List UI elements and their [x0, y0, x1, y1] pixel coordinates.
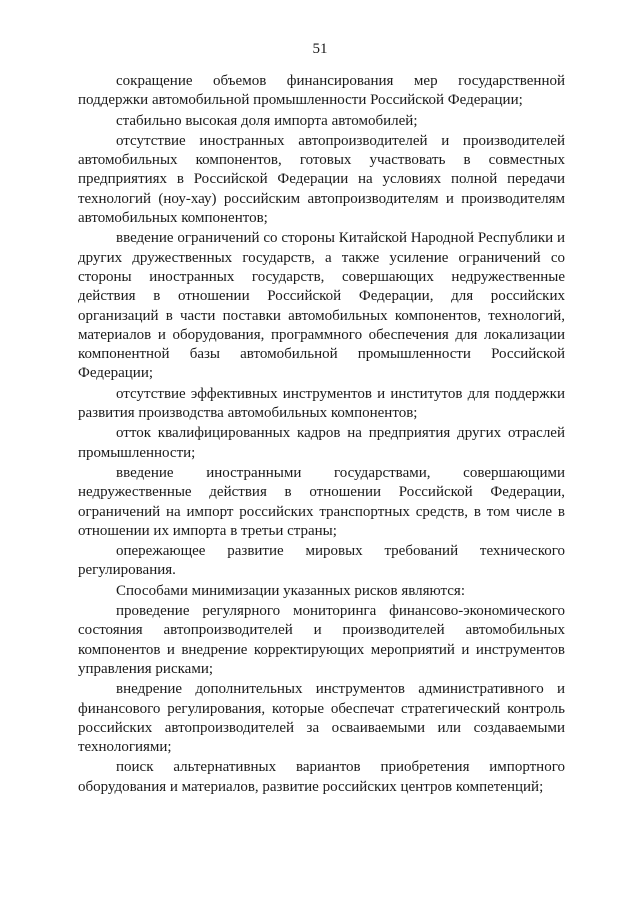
paragraph: сокращение объемов финансирования мер государственной поддержки автомобильной промышленности Российской Федерации;	[78, 73, 565, 109]
page-number: 51	[312, 41, 328, 57]
document-body	[78, 72, 565, 798]
paragraph: проведение регулярного мониторинга финансово-экономического состояния автопроизводителей и производителей автомобильных компонентов и внедрение корректирующих мероприятий и инструментов управления рисками;	[78, 603, 565, 677]
paragraph: отсутствие эффективных инструментов и институтов для поддержки развития производства автомобильных компонентов;	[78, 385, 565, 422]
paragraph: внедрение дополнительных инструментов административного и финансового регулирования, которые обеспечат стратегический контроль российских автопроизводителей за осваиваемыми или создаваемыми технологиями;	[78, 681, 565, 756]
paragraph: поиск альтернативных вариантов приобретения импортного оборудования и материалов, развитие российских центров компетенций;	[78, 759, 565, 795]
paragraph: введение ограничений со стороны Китайской Народной Республики и других дружественных государств, а также усиление ограничений со стороны иностранных государств, совершающих недружественные действия в отношении Российской Федерации, для российских организаций в части поставки автомобильных компонентов, технологий, материалов и оборудования, программного обеспечения для локализации компонентной базы автомобильной промышленности Российской Федерации;	[78, 230, 565, 382]
paragraph: отсутствие иностранных автопроизводителей и производителей автомобильных компонентов, готовых участвовать в совместных предприятиях в Российской Федерации на условиях полной передачи технологий (ноу-хау) российским автопроизводителям и производителям автомобильных компонентов;	[78, 132, 565, 227]
paragraph: опережающее развитие мировых требований технического регулирования.	[78, 543, 565, 579]
paragraph: отток квалифицированных кадров на предприятия других отраслей промышленности;	[78, 425, 565, 461]
paragraph: стабильно высокая доля импорта автомобилей;	[116, 112, 418, 129]
paragraph: Способами минимизации указанных рисков являются:	[116, 582, 465, 599]
paragraph: введение иностранными государствами, совершающими недружественные действия в отношении Российской Федерации, ограничений на импорт российских транспортных средств, в том числе в отношении их импорта в третьи страны;	[78, 464, 565, 539]
